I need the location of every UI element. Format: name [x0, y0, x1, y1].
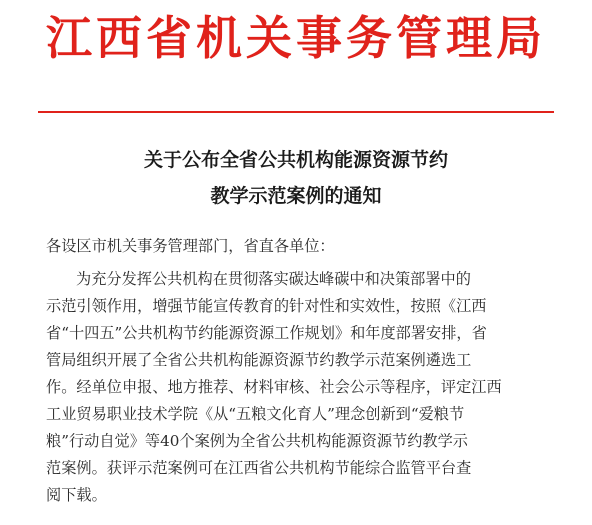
paragraph-line: 工业贸易职业技术学院《从“五粮文化育人”理念创新到“爱粮节 — [46, 405, 465, 423]
salutation: 各设区市机关事务管理部门，省直各单位： — [46, 237, 335, 255]
paragraph-line: 粮”行动自觉》等40个案例为全省公共机构能源资源节约教学示 — [46, 432, 468, 450]
paragraph-line: 阅下载。 — [46, 486, 107, 504]
notice-title-line-1: 关于公布全省公共机构能源资源节约 — [143, 149, 448, 171]
paragraph-line: 范案例。获评示范案例可在江西省公共机构节能综合监管平台查 — [46, 459, 472, 477]
org-header-title: 江西省机关事务管理局 — [46, 11, 546, 65]
notice-title-line-2: 教学示范案例的通知 — [210, 185, 382, 207]
body-paragraph — [46, 266, 556, 509]
paragraph-line: 作。经单位申报、地方推荐、材料审核、社会公示等程序，评定江西 — [46, 378, 502, 396]
paragraph-line: 管局组织开展了全省公共机构能源资源节约教学示范案例遴选工 — [46, 351, 472, 369]
paragraph-line: 为充分发挥公共机构在贯彻落实碳达峰碳中和决策部署中的 — [76, 270, 471, 288]
paragraph-line: 省“十四五”公共机构节约能源资源工作规划》和年度部署安排，省 — [46, 324, 487, 342]
header-red-rule — [38, 111, 554, 113]
paragraph-line: 示范引领作用，增强节能宣传教育的针对性和实效性，按照《江西 — [46, 297, 487, 315]
